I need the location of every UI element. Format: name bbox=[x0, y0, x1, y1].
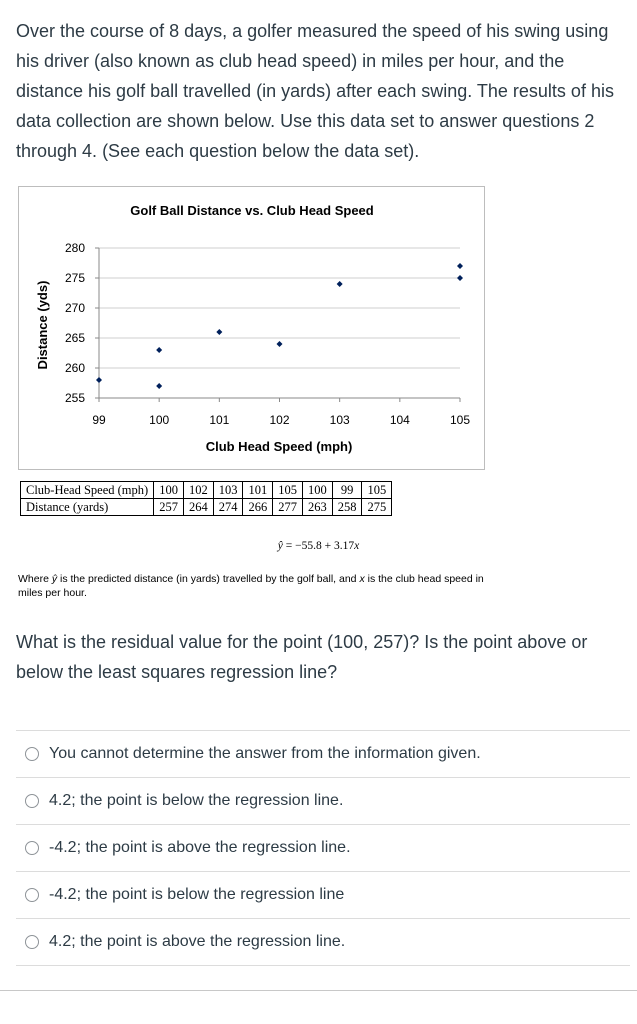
tick-labels bbox=[65, 241, 470, 427]
data-point bbox=[96, 377, 102, 383]
table-cell: 266 bbox=[243, 499, 273, 516]
x-tick-label: 99 bbox=[92, 413, 106, 427]
y-tick-label: 265 bbox=[64, 331, 85, 345]
x-tick-label: 101 bbox=[209, 413, 230, 427]
table-cell: 100 bbox=[154, 482, 184, 499]
answer-option[interactable] bbox=[16, 731, 630, 778]
table-cell: 101 bbox=[243, 482, 273, 499]
table-cell: 258 bbox=[332, 499, 362, 516]
x-tick-label: 105 bbox=[449, 413, 471, 427]
table-cell: 100 bbox=[302, 482, 332, 499]
answer-option[interactable] bbox=[16, 825, 630, 872]
note-text: is the club head speed in miles per hour. bbox=[18, 573, 484, 599]
equation-rhs: = −55.8 + 3.17 bbox=[282, 540, 355, 552]
grid-lines bbox=[99, 248, 460, 368]
answer-label: You cannot determine the answer from the information given. bbox=[49, 745, 481, 762]
x-tick-label: 104 bbox=[389, 413, 410, 427]
table-cell: 105 bbox=[362, 482, 392, 499]
x-axis-title: Club Head Speed (mph) bbox=[205, 439, 353, 454]
row-label-speed: Club-Head Speed (mph) bbox=[21, 482, 154, 499]
data-points bbox=[96, 263, 463, 389]
answer-option[interactable] bbox=[16, 778, 630, 825]
note-text: is the predicted distance (in yards) travelled by the golf ball, and bbox=[57, 573, 360, 585]
note-text: Where bbox=[18, 573, 52, 585]
x-tick-label: 100 bbox=[149, 413, 170, 427]
table-cell: 275 bbox=[362, 499, 392, 516]
chart-title: Golf Ball Distance vs. Club Head Speed bbox=[130, 203, 374, 218]
answer-label: -4.2; the point is above the regression line. bbox=[49, 839, 351, 856]
data-table bbox=[20, 481, 392, 516]
radio-button[interactable] bbox=[25, 935, 39, 949]
table-cell: 277 bbox=[273, 499, 303, 516]
answer-option[interactable] bbox=[16, 872, 630, 919]
table-cell: 99 bbox=[332, 482, 362, 499]
note-yhat: ŷ bbox=[51, 573, 58, 585]
table-cell: 102 bbox=[183, 482, 213, 499]
equation-note bbox=[18, 572, 488, 600]
table-cell: 274 bbox=[213, 499, 243, 516]
y-tick-label: 275 bbox=[64, 271, 85, 285]
data-point bbox=[457, 263, 463, 269]
radio-button[interactable] bbox=[25, 841, 39, 855]
x-tick-label: 102 bbox=[269, 413, 290, 427]
radio-button[interactable] bbox=[25, 794, 39, 808]
radio-button[interactable] bbox=[25, 747, 39, 761]
regression-equation bbox=[0, 540, 637, 552]
table-cell: 263 bbox=[302, 499, 332, 516]
answer-label: 4.2; the point is below the regression line. bbox=[49, 792, 344, 809]
note-x: x bbox=[359, 573, 365, 585]
table-cell: 264 bbox=[183, 499, 213, 516]
table-row bbox=[21, 482, 392, 499]
answer-label: -4.2; the point is below the regression line bbox=[49, 886, 345, 903]
x-tick-label: 103 bbox=[329, 413, 350, 427]
y-tick-label: 280 bbox=[64, 241, 85, 255]
equation-x: x bbox=[354, 540, 360, 552]
radio-button[interactable] bbox=[25, 888, 39, 902]
table-cell: 105 bbox=[273, 482, 303, 499]
y-tick-label: 260 bbox=[64, 361, 85, 375]
answer-label: 4.2; the point is above the regression line. bbox=[49, 933, 346, 950]
table-cell: 257 bbox=[154, 499, 184, 516]
y-tick-label: 255 bbox=[64, 391, 85, 405]
scatter-chart bbox=[19, 187, 484, 469]
data-point bbox=[156, 347, 162, 353]
equation-yhat: ŷ bbox=[277, 540, 283, 552]
question-text: What is the residual value for the point (100, 257)? Is the point above or below the least squares regression line? bbox=[16, 632, 588, 682]
y-tick-label: 270 bbox=[64, 301, 85, 315]
data-point bbox=[457, 275, 463, 281]
page-divider bbox=[0, 990, 637, 991]
table-row bbox=[21, 499, 392, 516]
scatter-chart-figure bbox=[18, 186, 485, 470]
data-point bbox=[156, 383, 162, 389]
answer-list bbox=[16, 730, 630, 966]
axes bbox=[95, 248, 460, 402]
y-axis-title: Distance (yds) bbox=[35, 280, 50, 370]
answer-option[interactable] bbox=[16, 919, 630, 966]
data-point bbox=[277, 341, 283, 347]
data-point bbox=[216, 329, 222, 335]
row-label-distance: Distance (yards) bbox=[21, 499, 154, 516]
table-cell: 103 bbox=[213, 482, 243, 499]
data-point bbox=[337, 281, 343, 287]
intro-paragraph: Over the course of 8 days, a golfer measured the speed of his swing using his driver (also known as club head speed) in miles per hour, and the distance his golf ball travelled (in yards) after each swing. The results of his data collection are shown below. Use this data set to answer questions 2 through 4. (See each question below the data set). bbox=[16, 21, 614, 161]
